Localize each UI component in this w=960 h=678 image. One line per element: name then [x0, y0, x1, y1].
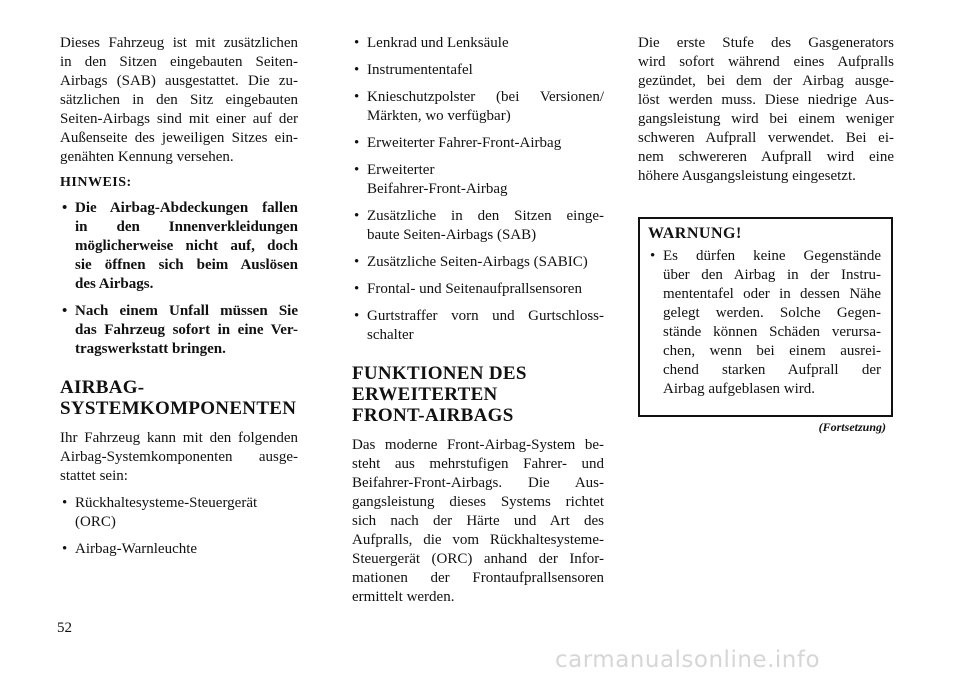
- note-item: [60, 199, 298, 294]
- text-line: stände können Schäden verursa-: [663, 324, 881, 340]
- list-item: [352, 34, 604, 53]
- text-line: sie öffnen sich beim Auslösen: [75, 257, 298, 273]
- text-line: Ihr Fahrzeug kann mit den folgenden: [60, 430, 298, 446]
- bullet-icon: •: [354, 62, 360, 78]
- text-line: Außenseite des jeweiligen Sitzes ein-: [60, 130, 298, 146]
- text-line: das Fahrzeug sofort in eine Ver-: [75, 322, 298, 338]
- text-line: Zusätzliche in den Sitzen einge-: [367, 208, 604, 224]
- text-line: möglicherweise nicht auf, doch: [75, 238, 298, 254]
- text-line: gangsleistung dieses Systems richtet: [352, 494, 604, 510]
- list-item: [352, 207, 604, 245]
- text-line: Seiten-Airbags sind mit einer auf der: [60, 111, 298, 127]
- bullet-icon: •: [62, 200, 68, 216]
- intro-paragraph: [60, 34, 298, 167]
- list-item: [60, 540, 298, 559]
- text-line: Rückhaltesysteme-Steuergerät: [75, 495, 258, 511]
- text-line: Knieschutzpolster (bei Versionen/: [367, 89, 604, 105]
- text-line: Gurtstraffer vorn und Gurtschloss-: [367, 308, 604, 324]
- text-line: chend starken Aufprall der: [663, 362, 881, 378]
- text-line: in den Innenverkleidungen: [75, 219, 298, 235]
- bullet-icon: •: [354, 135, 360, 151]
- text-line: löst werden muss. Diese niedrige Aus-: [638, 92, 894, 108]
- list-item: [60, 494, 298, 532]
- text-line: ermittelt werden.: [352, 589, 455, 605]
- text-line: Zusätzliche Seiten-Airbags (SABIC): [367, 254, 588, 270]
- bullet-icon: •: [354, 35, 360, 51]
- text-line: mententafel oder in dessen Nähe: [663, 286, 881, 302]
- text-line: des Airbags.: [75, 276, 154, 292]
- page-number: 52: [57, 620, 72, 636]
- text-line: schweren Aufprall verwendet. Bei ei-: [638, 130, 894, 146]
- list-item: [352, 280, 604, 299]
- list-item: [352, 134, 604, 153]
- text-line: Aufpralls, die vom Rückhaltesysteme-: [352, 532, 604, 548]
- list-item: [352, 88, 604, 126]
- gas-generator-paragraph: [638, 34, 894, 186]
- bullet-icon: •: [354, 308, 360, 324]
- text-line: Airbag-Warnleuchte: [75, 541, 198, 557]
- list-item: [352, 253, 604, 272]
- text-line: genähten Kennung versehen.: [60, 149, 234, 165]
- column-middle: [352, 34, 604, 607]
- heading-line: SYSTEMKOMPONENTEN: [60, 398, 297, 419]
- text-line: stattet sein:: [60, 468, 128, 484]
- bullet-icon: •: [62, 495, 68, 511]
- text-line: Es dürfen keine Gegenstände: [663, 248, 881, 264]
- text-line: über den Airbag in der Instru-: [663, 267, 881, 283]
- functions-paragraph: [352, 436, 604, 607]
- warning-item: [648, 247, 881, 399]
- text-line: schalter: [367, 327, 414, 343]
- text-line: nem schwereren Aufprall wird eine: [638, 149, 894, 165]
- text-line: sätzlichen in den Sitz eingebauten: [60, 92, 298, 108]
- text-line: baute Seiten-Airbags (SAB): [367, 227, 537, 243]
- list-item: [352, 61, 604, 80]
- column-right: [638, 34, 894, 434]
- text-line: Erweiterter Fahrer-Front-Airbag: [367, 135, 562, 151]
- text-line: Die Airbag-Abdeckungen fallen: [75, 200, 298, 216]
- text-line: in den Sitzen eingebauten Seiten-: [60, 54, 298, 70]
- watermark: carmanualsonline.info: [555, 647, 821, 673]
- text-line: Dieses Fahrzeug ist mit zusätzlichen: [60, 35, 298, 51]
- text-line: Nach einem Unfall müssen Sie: [75, 303, 298, 319]
- bullet-icon: •: [354, 162, 360, 178]
- text-line: chen, wenn bei einem ausrei-: [663, 343, 881, 359]
- section-heading: [60, 377, 298, 419]
- bullet-icon: •: [62, 303, 68, 319]
- note-item: [60, 302, 298, 359]
- list-item: [352, 307, 604, 345]
- warning-box: [638, 217, 893, 417]
- note-label: HINWEIS:: [60, 175, 132, 190]
- text-line: höhere Ausgangsleistung eingesetzt.: [638, 168, 856, 184]
- bullet-icon: •: [62, 541, 68, 557]
- warning-title: WARNUNG!: [648, 225, 742, 242]
- bullet-icon: •: [650, 248, 656, 264]
- text-line: Lenkrad und Lenksäule: [367, 35, 509, 51]
- heading-line: FUNKTIONEN DES: [352, 363, 527, 384]
- text-line: (ORC): [75, 514, 116, 530]
- text-line: sich nach der Härte und Art des: [352, 513, 604, 529]
- bullet-icon: •: [354, 254, 360, 270]
- text-line: Beifahrer-Front-Airbag: [367, 181, 508, 197]
- text-line: steht aus mehrstufigen Fahrer- und: [352, 456, 604, 472]
- column-left: [60, 34, 298, 559]
- heading-line: AIRBAG-: [60, 377, 145, 398]
- text-line: Beifahrer-Front-Airbags. Die Aus-: [352, 475, 604, 491]
- text-line: Airbags (SAB) ausgestattet. Die zu-: [60, 73, 298, 89]
- text-line: mationen der Frontaufprallsensoren: [352, 570, 604, 586]
- text-line: Erweiterter: [367, 162, 435, 178]
- section-heading: [352, 363, 604, 426]
- text-line: wird sofort während eines Aufpralls: [638, 54, 894, 70]
- bullet-icon: •: [354, 89, 360, 105]
- heading-line: FRONT-AIRBAGS: [352, 405, 514, 426]
- continued-note: (Fortsetzung): [818, 420, 886, 434]
- text-line: gangsleistung wird bei einem weniger: [638, 111, 894, 127]
- bullet-icon: •: [354, 208, 360, 224]
- text-line: Airbag aufgeblasen wird.: [663, 381, 816, 397]
- text-line: gezündet, bei dem der Airbag ausge-: [638, 73, 894, 89]
- text-line: Airbag-Systemkomponenten ausge-: [60, 449, 298, 465]
- text-line: Märkten, wo verfügbar): [367, 108, 511, 124]
- text-line: tragswerkstatt bringen.: [75, 341, 226, 357]
- text-line: Instrumententafel: [367, 62, 473, 78]
- text-line: Das moderne Front-Airbag-System be-: [352, 437, 604, 453]
- components-intro: [60, 429, 298, 486]
- text-line: Die erste Stufe des Gasgenerators: [638, 35, 894, 51]
- bullet-icon: •: [354, 281, 360, 297]
- text-line: Steuergerät (ORC) anhand der Infor-: [352, 551, 604, 567]
- text-line: gelegt werden. Solche Gegen-: [663, 305, 881, 321]
- heading-line: ERWEITERTEN: [352, 384, 498, 405]
- list-item: [352, 161, 604, 199]
- text-line: Frontal- und Seitenaufprallsensoren: [367, 281, 582, 297]
